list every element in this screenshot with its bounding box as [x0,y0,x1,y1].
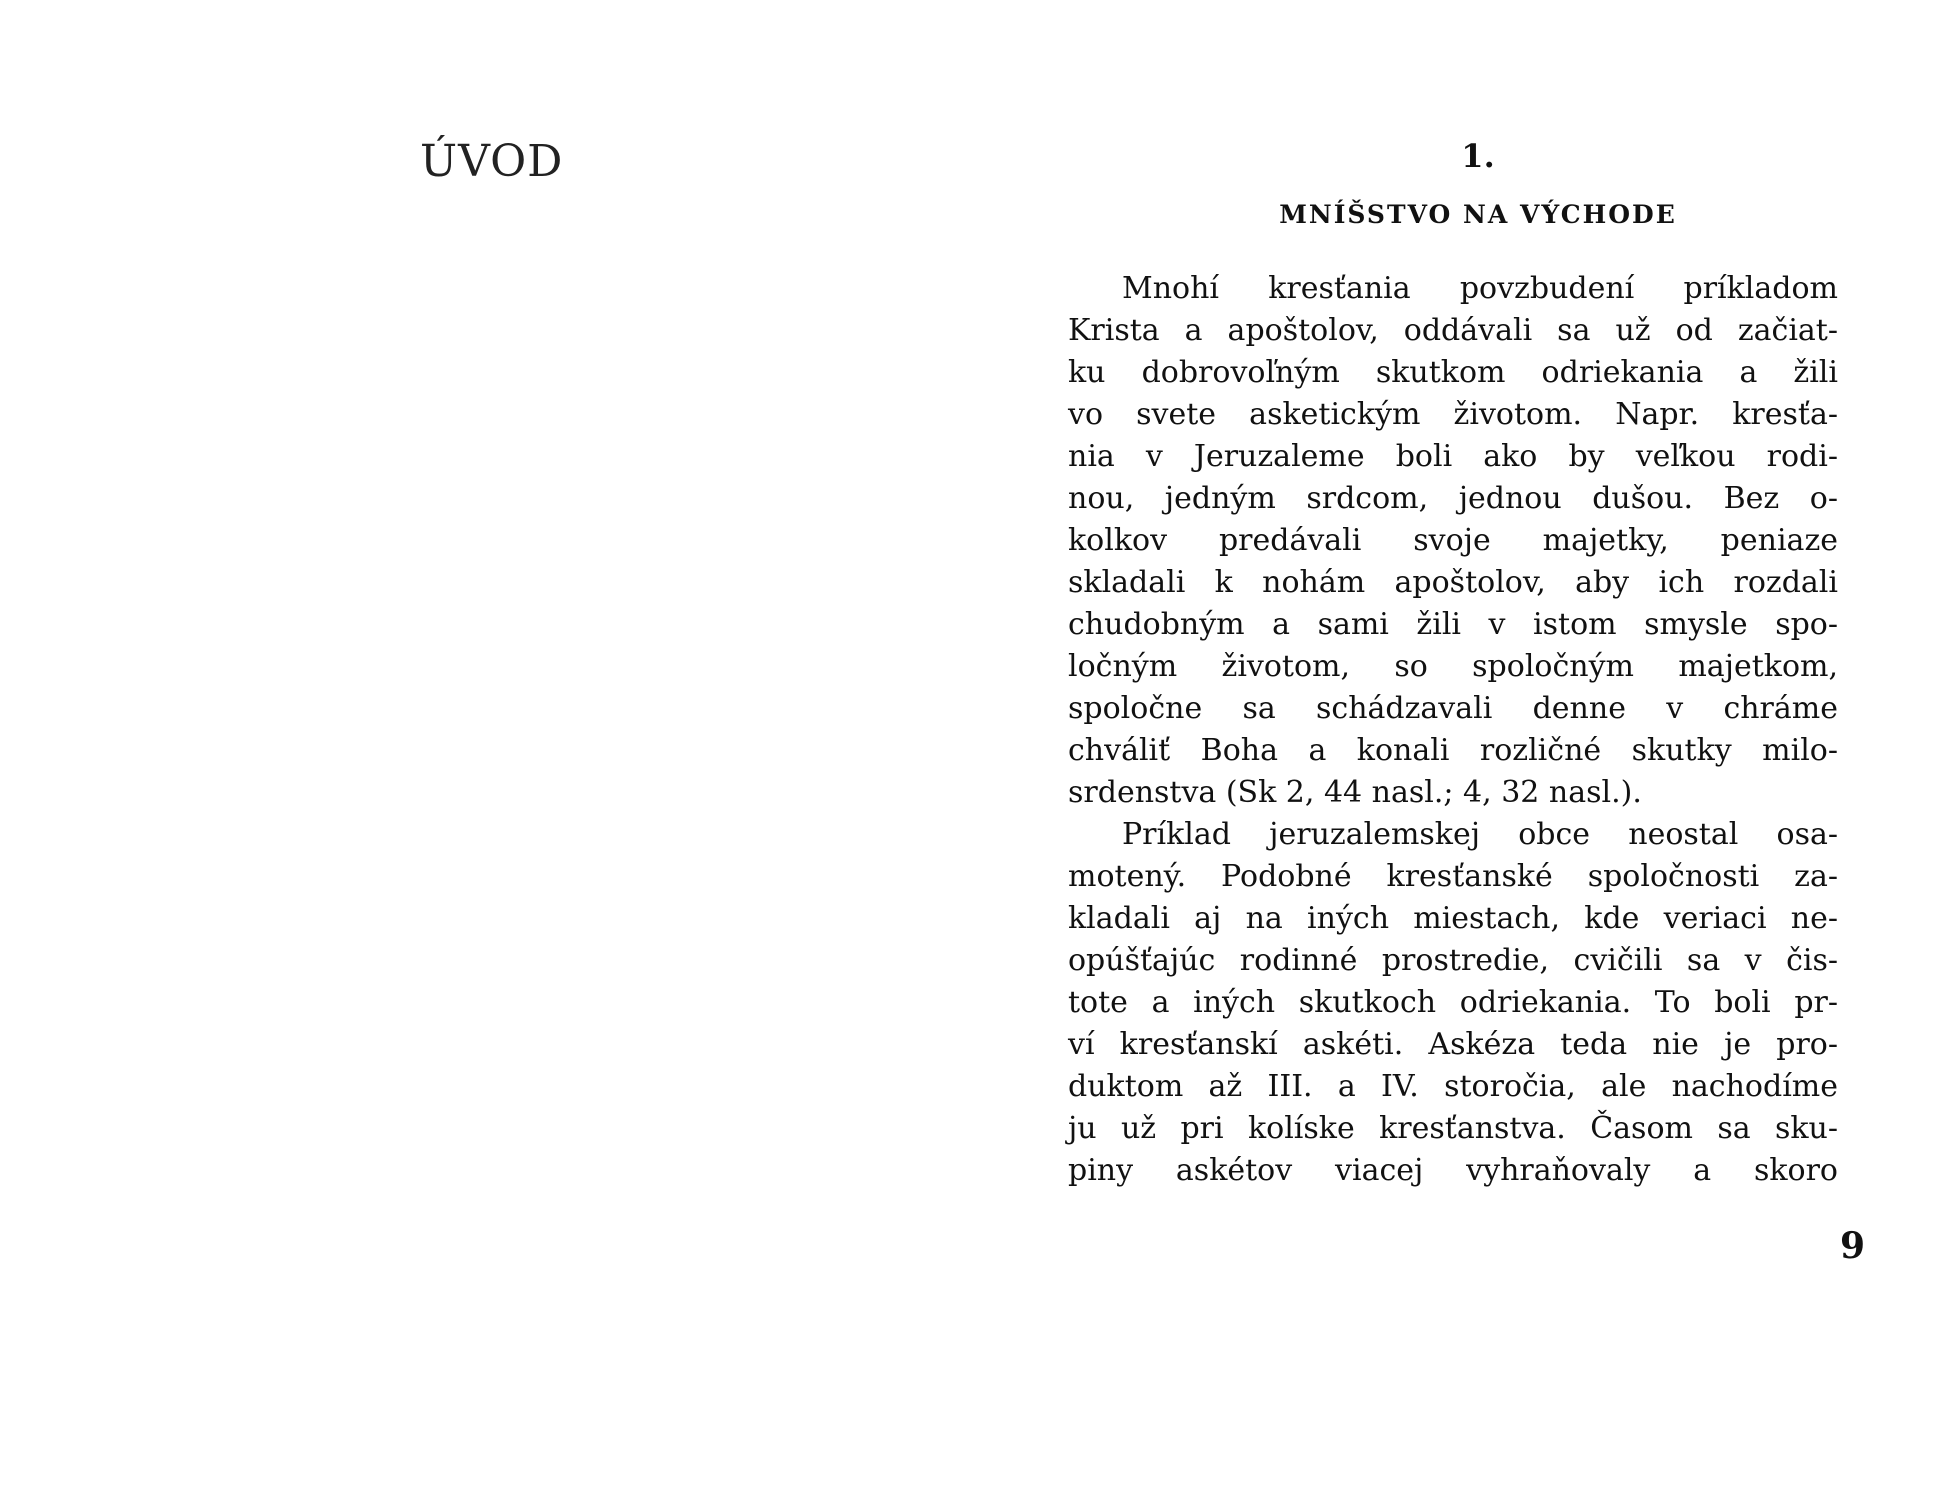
text-line: tote a iných skutkoch odriekania. To boli pr- [1068,985,1838,1020]
text-line: piny askétov viacej vyhraňovaly a skoro [1068,1153,1838,1188]
text-line: vo svete asketickým životom. Napr. kresťa- [1068,397,1838,432]
text-line: Mnohí kresťania povzbudení príkladom [1122,271,1838,306]
body-text [1068,268,1838,1192]
text-line: nou, jedným srdcom, jednou dušou. Bez o- [1068,481,1838,516]
paragraph-1 [1068,268,1838,814]
section-heading: ÚVOD [420,136,564,187]
text-line: chváliť Boha a konali rozličné skutky milo- [1068,733,1838,768]
text-line: srdenstva (Sk 2, 44 nasl.; 4, 32 nasl.). [1068,775,1642,810]
text-line: opúšťajúc rodinné prostredie, cvičili sa v čis- [1068,943,1838,978]
text-line: motený. Podobné kresťanské spoločnosti za- [1068,859,1838,894]
chapter-number: 1. [1461,137,1495,175]
text-line: kladali aj na iných miestach, kde veriaci ne- [1068,901,1838,936]
text-line: Krista a apoštolov, oddávali sa už od začiat- [1068,313,1838,348]
text-line: skladali k nohám apoštolov, aby ich rozdali [1068,565,1838,600]
paragraph-2 [1068,814,1838,1192]
chapter-title: MNÍŠSTVO NA VÝCHODE [1279,200,1677,229]
text-line: nia v Jeruzaleme boli ako by veľkou rodi- [1068,439,1838,474]
page-number: 9 [1840,1225,1866,1267]
text-line: ju už pri kolíske kresťanstva. Časom sa sku- [1068,1111,1838,1146]
text-line: kolkov predávali svoje majetky, peniaze [1068,523,1838,558]
text-line: spoločne sa schádzavali denne v chráme [1068,691,1838,726]
text-line: Príklad jeruzalemskej obce neostal osa- [1122,817,1838,852]
text-line: chudobným a sami žili v istom smysle spo- [1068,607,1838,642]
text-line: duktom až III. a IV. storočia, ale nachodíme [1068,1069,1838,1104]
text-line: ločným životom, so spoločným majetkom, [1068,649,1838,684]
text-line: ví kresťanskí askéti. Askéza teda nie je pro- [1068,1027,1838,1062]
right-page [972,0,1944,1500]
text-line: ku dobrovoľným skutkom odriekania a žili [1068,355,1838,390]
